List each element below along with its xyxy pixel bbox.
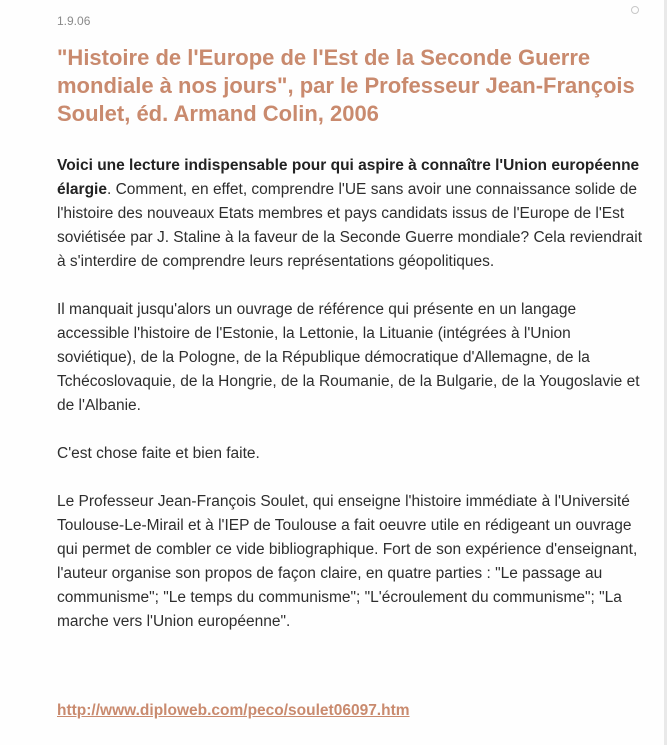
source-link[interactable]: http://www.diploweb.com/peco/soulet06097.htm (57, 702, 410, 719)
article-body (57, 154, 647, 658)
corner-mark-icon (631, 6, 639, 14)
article-date: 1.9.06 (57, 14, 91, 28)
paragraph-4: Le Professeur Jean-François Soulet, qui enseigne l'histoire immédiate à l'Université Toulouse-Le-Mirail et à l'IEP de Toulouse a fait oeuvre utile en rédigeant un ouvrage qui permet de combler ce vide bibliographique. Fort de son expérience d'enseignant, l'auteur organise son propos de façon claire, en quatre parties : "Le passage au communisme"; "Le temps du communisme"; "L'écroulement du communisme"; "La marche vers l'Union européenne". (57, 493, 638, 630)
paragraph-3: C'est chose faite et bien faite. (57, 445, 260, 462)
paragraph-1 (57, 154, 647, 274)
article-title: "Histoire de l'Europe de l'Est de la Seconde Guerre mondiale à nos jours", par le Professeur Jean-François Soulet, éd. Armand Colin, 2006 (57, 45, 635, 126)
paragraph-1-text: . Comment, en effet, comprendre l'UE sans avoir une connaissance solide de l'histoire des nouveaux Etats membres et pays candidats issus de l'Europe de l'Est soviétisée par J. Staline à la faveur de la Seconde Guerre mondiale? Cela reviendrait à s'interdire de comprendre leurs représentations géopolitiques. (57, 181, 643, 270)
paragraph-2: Il manquait jusqu'alors un ouvrage de référence qui présente en un langage accessible l'histoire de l'Estonie, la Lettonie, la Lituanie (intégrées à l'Union soviétique), de la Pologne, de la République démocratique d'Allemagne, de la Tchécoslovaquie, de la Hongrie, de la Roumanie, de la Bulgarie, de la Yougoslavie et de l'Albanie. (57, 301, 640, 414)
paragraph-1-lead: Voici une lecture indispensable pour qui aspire à connaître l'Union européenne élargie (57, 157, 640, 198)
